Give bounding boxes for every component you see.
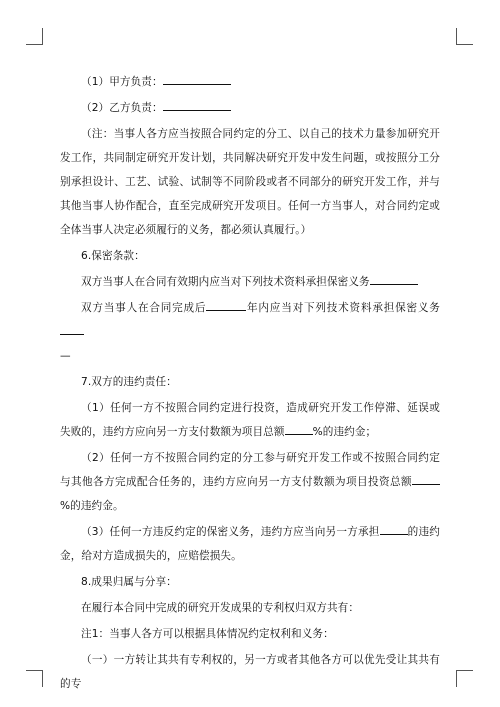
section-6-blank-2[interactable] [60,322,84,335]
section-8-line-1: 在履行本合同中完成的研究开发成果的专利权归双方共有： [81,602,360,614]
party-b-blank[interactable] [163,98,231,111]
crop-mark-bottom-right [456,670,473,687]
section-6-title: 6.保密条款： [81,250,145,262]
section-6-years-blank[interactable] [206,298,246,311]
section-6-line-2-tail: — [60,350,71,362]
note-paragraph: （注：当事人各方应当按照合同约定的分工、以自己的技术力量参加研究开发工作，共同制定研究开发计划，共同解决研究开发中发生问题，或按照分工分别承担设计、工艺、试验、试制等不同阶段或者不同部分的研究开发工作，并与其他当事人协作配合，直至完成研究开发项目。任何一方当事人，对合同约定或全体当事人决定必须履行的义务，都必须认真履行。） [60,128,440,236]
section-8-note-1: 注1：当事人各方可以根据具体情况约定权利和义务： [81,628,334,640]
crop-mark-bottom-left [26,670,43,687]
section-7-item-1: （1）任何一方不按照合同约定进行投资，造成研究开发工作停滞、延误或失败的，违约方应向另一方支付数额为项目总额 %的违约金； [60,402,440,438]
section-8-item-1: （一）一方转让其共有专利权的，另一方或者其他各方可以优先受让其共有的专 [60,654,440,690]
party-b-line: （2）乙方负责： [60,96,440,120]
section-7-item-3-blank[interactable] [380,522,408,535]
crop-mark-top-left [26,28,43,45]
party-a-blank[interactable] [163,72,231,85]
section-6-blank-1[interactable] [370,272,418,285]
section-7-item-1-blank[interactable] [285,422,313,435]
section-7-item-2-blank[interactable] [412,472,440,485]
section-8-title: 8.成果归属与分享： [81,576,177,588]
section-7-item-3: （3）任何一方违反约定的保密义务，违约方应当向另一方承担 的违约金，给对方造成损失的，应赔偿损失。 [60,520,440,568]
section-7-title: 7.双方的违约责任： [81,376,177,388]
section-6-line-2: 双方当事人在合同完成后 年内应当对下列技术资料承担保密义务 [60,296,440,344]
section-7-item-2: （2）任何一方不按照合同约定的分工参与研究开发工作或不按照合同约定与其他各方完成配合任务的，违约方应向另一方支付数额为项目投资总额%的违约金。 [60,452,440,512]
crop-mark-top-right [456,28,473,45]
party-a-line: （1）甲方负责： [60,70,440,94]
document-body [60,70,440,698]
section-6-line-1: 双方当事人在合同有效期内应当对下列技术资料承担保密义务 [60,270,440,294]
